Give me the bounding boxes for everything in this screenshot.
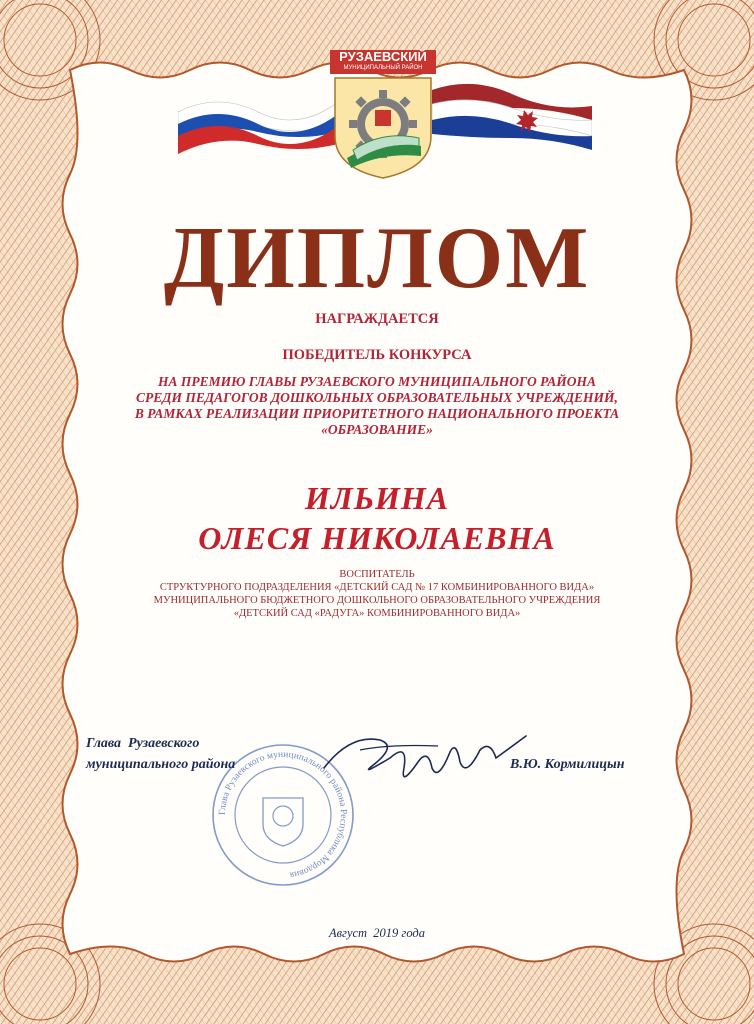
russia-flag-icon	[178, 80, 338, 158]
winner-label: ПОБЕДИТЕЛЬ КОНКУРСА	[282, 347, 472, 363]
recipient-given-names: ОЛЕСЯ НИКОЛАЕВНА	[198, 520, 556, 556]
issue-date: Август 2019 года	[329, 926, 425, 940]
mordovia-flag-icon	[432, 80, 592, 158]
handwritten-signature-icon	[320, 728, 530, 790]
org-line: МУНИЦИПАЛЬНОГО БЮДЖЕТНОГО ДОШКОЛЬНОГО ОБРАЗОВАТЕЛЬНОГО УЧРЕЖДЕНИЯ	[153, 595, 601, 606]
signatory-position-line: Глава Рузаевского	[86, 736, 200, 751]
org-line: ВОСПИТАТЕЛЬ	[339, 569, 415, 580]
diploma-title: ДИПЛОМ	[163, 210, 591, 307]
district-emblem	[330, 50, 436, 182]
signatory-position-line: муниципального района	[86, 757, 236, 772]
org-line: СТРУКТУРНОГО ПОДРАЗДЕЛЕНИЯ «ДЕТСКИЙ САД № 17 КОМБИНИРОВАННОГО ВИДА»	[159, 582, 595, 593]
emblem-banner-title: РУЗАЕВСКИЙ	[339, 49, 427, 64]
contest-line: СРЕДИ ПЕДАГОГОВ ДОШКОЛЬНЫХ ОБРАЗОВАТЕЛЬНЫХ УЧРЕЖДЕНИЙ,	[136, 390, 618, 405]
contest-line: НА ПРЕМИЮ ГЛАВЫ РУЗАЕВСКОГО МУНИЦИПАЛЬНОГО РАЙОНА	[158, 374, 596, 389]
contest-description	[0, 374, 754, 438]
contest-line: «ОБРАЗОВАНИЕ»	[321, 422, 433, 437]
org-line: «ДЕТСКИЙ САД «РАДУГА» КОМБИНИРОВАННОГО ВИДА»	[233, 608, 521, 619]
signatory-position	[86, 733, 235, 775]
emblem-banner-subtitle: МУНИЦИПАЛЬНЫЙ РАЙОН	[343, 65, 423, 71]
contest-line: В РАМКАХ РЕАЛИЗАЦИИ ПРИОРИТЕТНОГО НАЦИОНАЛЬНОГО ПРОЕКТА	[134, 406, 620, 421]
recipient-surname: ИЛЬИНА	[304, 480, 450, 516]
seal-ring-text: Глава Рузаевского муниципального района Республика Мордовия	[217, 749, 349, 880]
coat-of-arms-gear-train-icon	[333, 76, 433, 180]
organization-block	[0, 568, 754, 620]
awarded-label: НАГРАЖДАЕТСЯ	[315, 311, 439, 327]
signatory-name: В.Ю. Кормилицын	[510, 757, 625, 772]
